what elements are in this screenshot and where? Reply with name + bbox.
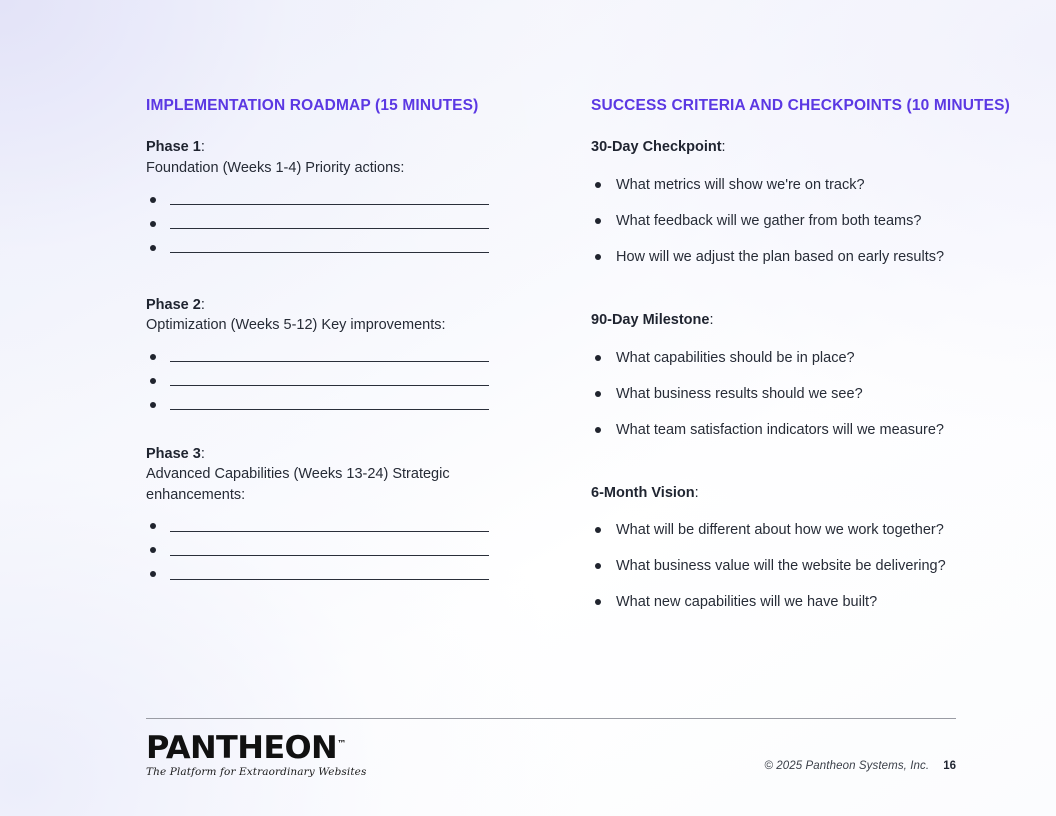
list-item	[591, 591, 973, 613]
checkpoint-6-month-heading	[591, 483, 973, 504]
list-item	[591, 246, 973, 268]
checkpoint-6-month-questions	[591, 519, 973, 613]
bullet-icon	[595, 355, 601, 361]
bullet-icon	[150, 245, 156, 251]
bullet-icon	[150, 547, 156, 553]
pantheon-logo	[146, 730, 367, 778]
bullet-icon	[595, 254, 601, 260]
bullet-icon	[150, 354, 156, 360]
question-text: What business results should we see?	[616, 385, 863, 402]
checkpoint-block-90-day	[591, 310, 973, 441]
blank-line-item[interactable]	[146, 571, 511, 577]
right-column	[591, 96, 1010, 613]
footer-meta	[764, 760, 956, 778]
blank-line-item[interactable]	[146, 523, 511, 529]
checkpoint-30-day-colon: :	[721, 139, 726, 156]
blank-line-item[interactable]	[146, 547, 511, 553]
question-text: What business value will the website be delivering?	[616, 558, 946, 575]
bullet-icon	[150, 378, 156, 384]
question-text: How will we adjust the plan based on early results?	[616, 249, 945, 266]
phase-2-description: Optimization (Weeks 5-12) Key improvements:	[146, 317, 446, 334]
logo-tagline: The Platform for Extraordinary Websites	[146, 766, 367, 778]
list-item	[591, 347, 973, 369]
trademark-icon: ™	[337, 739, 347, 750]
write-in-line[interactable]	[170, 204, 489, 205]
phase-2-colon: :	[200, 296, 205, 313]
write-in-line[interactable]	[170, 385, 489, 386]
phase-1-description: Foundation (Weeks 1-4) Priority actions:	[146, 159, 405, 176]
copyright-text: © 2025 Pantheon Systems, Inc.	[764, 759, 930, 772]
checkpoint-30-day-questions	[591, 174, 973, 268]
write-in-line[interactable]	[170, 555, 489, 556]
bullet-icon	[595, 527, 601, 533]
phase-1-label: Phase 1	[146, 139, 201, 156]
checkpoint-6-month-colon: :	[694, 484, 699, 501]
phase-2-blank-lines	[146, 354, 511, 408]
phase-3-description: Advanced Capabilities (Weeks 13-24) Strategic enhancements:	[146, 466, 450, 503]
logo-wordmark	[146, 730, 347, 766]
write-in-line[interactable]	[170, 409, 489, 410]
phase-2-heading	[146, 295, 511, 316]
write-in-line[interactable]	[170, 252, 489, 253]
checkpoint-90-day-label: 90-Day Milestone	[591, 312, 710, 329]
list-item	[591, 210, 973, 232]
question-text: What capabilities should be in place?	[616, 349, 855, 366]
phase-1-blank-lines	[146, 197, 511, 251]
write-in-line[interactable]	[170, 361, 489, 362]
spacer	[591, 441, 973, 483]
bullet-icon	[595, 218, 601, 224]
bullet-icon	[595, 182, 601, 188]
bullet-icon	[150, 197, 156, 203]
phase-3-label: Phase 3	[146, 445, 201, 462]
bullet-icon	[150, 221, 156, 227]
list-item	[591, 174, 973, 196]
page-footer	[146, 718, 956, 778]
blank-line-item[interactable]	[146, 221, 511, 227]
page-number: 16	[943, 759, 956, 772]
spacer	[146, 408, 511, 444]
bullet-icon	[150, 571, 156, 577]
list-item	[591, 383, 973, 405]
phase-block-3	[146, 444, 511, 578]
checkpoint-6-month-label: 6-Month Vision	[591, 484, 695, 501]
question-text: What will be different about how we work together?	[616, 522, 944, 539]
bullet-icon	[595, 599, 601, 605]
checkpoint-90-day-heading	[591, 310, 973, 331]
blank-line-item[interactable]	[146, 354, 511, 360]
footer-content	[146, 730, 956, 778]
list-item	[591, 419, 973, 441]
phase-1-heading	[146, 137, 511, 158]
bullet-icon	[595, 563, 601, 569]
phase-3-colon: :	[200, 445, 205, 462]
question-text: What metrics will show we're on track?	[616, 176, 865, 193]
blank-line-item[interactable]	[146, 197, 511, 203]
write-in-line[interactable]	[170, 531, 489, 532]
list-item	[591, 555, 973, 577]
checkpoint-90-day-colon: :	[709, 312, 714, 329]
write-in-line[interactable]	[170, 228, 489, 229]
phase-3-blank-lines	[146, 523, 511, 577]
checkpoint-30-day-label: 30-Day Checkpoint	[591, 139, 722, 156]
spacer	[591, 268, 973, 310]
phase-block-1	[146, 137, 511, 250]
logo-word-text: PANTHEON	[146, 730, 338, 766]
bullet-icon	[150, 523, 156, 529]
spacer	[146, 251, 511, 295]
question-text: What feedback will we gather from both teams?	[616, 212, 922, 229]
content-columns	[146, 96, 1010, 613]
question-text: What new capabilities will we have built?	[616, 594, 878, 611]
phase-1-colon: :	[200, 139, 205, 156]
bullet-icon	[595, 427, 601, 433]
right-section-title: SUCCESS CRITERIA AND CHECKPOINTS (10 MINUTES)	[591, 97, 1010, 114]
bullet-icon	[150, 402, 156, 408]
footer-divider	[146, 718, 956, 719]
checkpoint-block-30-day	[591, 137, 973, 268]
phase-2-label: Phase 2	[146, 296, 201, 313]
write-in-line[interactable]	[170, 579, 489, 580]
phase-3-heading	[146, 444, 511, 465]
phase-block-2	[146, 295, 511, 408]
checkpoint-block-6-month	[591, 483, 973, 614]
left-section-title: IMPLEMENTATION ROADMAP (15 MINUTES)	[146, 97, 479, 114]
blank-line-item[interactable]	[146, 378, 511, 384]
left-column	[146, 96, 511, 613]
question-text: What team satisfaction indicators will we measure?	[616, 421, 944, 438]
checkpoint-90-day-questions	[591, 347, 973, 441]
list-item	[591, 519, 973, 541]
checkpoint-30-day-heading	[591, 137, 973, 158]
bullet-icon	[595, 391, 601, 397]
